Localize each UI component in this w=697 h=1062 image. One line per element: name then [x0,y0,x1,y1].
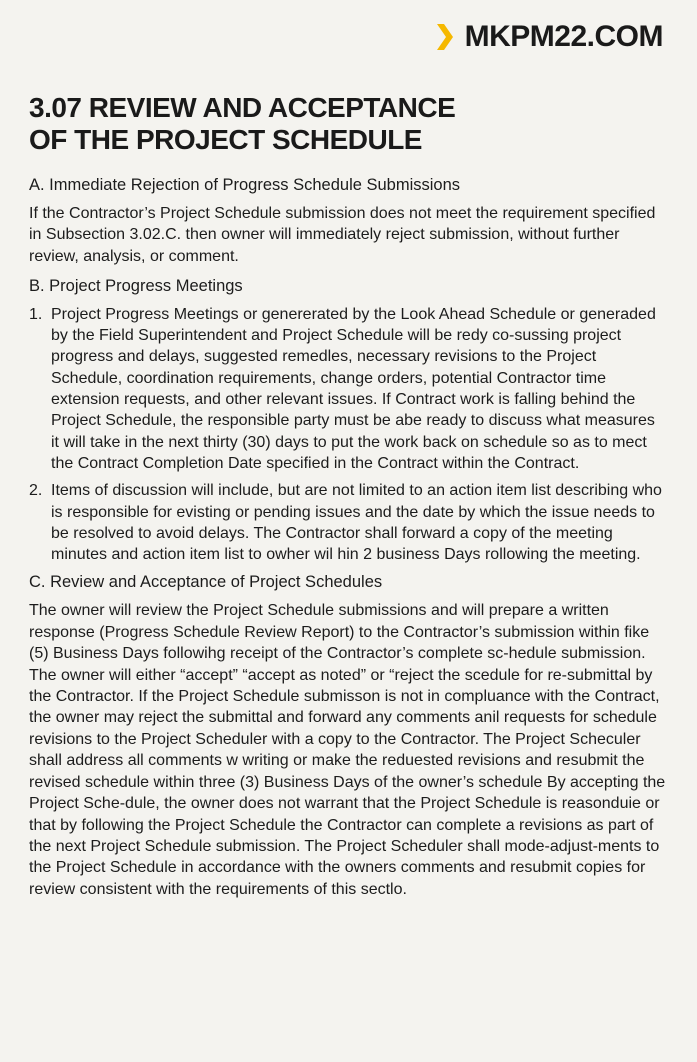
page-title-line-1: 3.07 REVIEW AND ACCEPTANCE [29,92,456,123]
page-title [29,92,667,156]
section-a [29,174,667,267]
document-body [29,92,667,908]
section-c [29,571,667,900]
list-item-text: Project Progress Meetings or genererated by the Look Ahead Schedule or generaded by the Field Superintendent and Project Schedule will be redy co-sussing project progress and delays, suggested remedles, necessary revisions to the Project Schedule, coordination requirements, change orders, potential Contractor time extension requests, and other relevant issues. If Contract work is falling behind the Project Schedule, the responsible party must be abe ready to discuss what measures it will take in the next thirty (30) days to put the work back on schedule so as to mect the Contract Completion Date specified in the Contract within the Contract. [51,305,656,472]
list-item [29,304,667,474]
section-a-heading: A. Immediate Rejection of Progress Schedule Submissions [29,176,461,194]
section-b-list [29,304,667,566]
chevron-right-icon [437,24,453,50]
section-b-heading: B. Project Progress Meetings [29,276,243,295]
list-item-text: Items of discussion will include, but are not limited to an action item list describing who is responsible for evisting or pending issues and the date by which the issue needs to be resolved to avoid delays. The Contractor shall forward a copy of the meeting minutes and action item list to owher wil hin 2 business Days rollowing the meeting. [51,482,662,564]
list-item [29,480,667,565]
brand-logo [437,20,663,54]
section-a-body: If the Contractor’s Project Schedule submission does not meet the requirement specified in Subsection 3.02.C. then owner will immediately reject submission, without further review, analysis, or comment. [29,205,656,265]
list-item-number: 2. [29,482,43,500]
page-title-line-2: OF THE PROJECT SCHEDULE [29,124,422,155]
section-c-heading: C. Review and Acceptance of Project Schedules [29,573,383,592]
section-c-body: The owner will review the Project Schedule submissions and will prepare a written response (Progress Schedule Review Report) to the Contractor’s submission within fike (5) Business Days followihg receipt of the Contractor’s complete sc-hedule submission. The owner will either “accept” “accept as noted” or “reject the scedule for re-submittal by the Contractor. If the Project Schedule submisson is not in compluance with the Contract, the owner may reject the submittal and forward any comments anil requests for schedule revisions to the Project Scheduler with a copy to the Contractor. The Project Scheculer shall address all comments w writing or make the reduested revisions and resubmit the revised schedule within three (3) Business Days of the owner’s schedule By accepting the Project Sche-dule, the owner does not warrant that the Project Schedule is reasonduie or that by following the Project Schedule the Contractor can complete a revisions as part of the next Project Schedule submission. The Project Scheduler shall mode-adjust-ments to the Project Schedule in accordance with the owners comments and resubmit copies for review consistent with the requirements of this sectlo. [29,602,666,898]
brand-name: MKPM22.COM [464,20,663,53]
section-b [29,275,667,566]
list-item-number: 1. [29,305,43,323]
